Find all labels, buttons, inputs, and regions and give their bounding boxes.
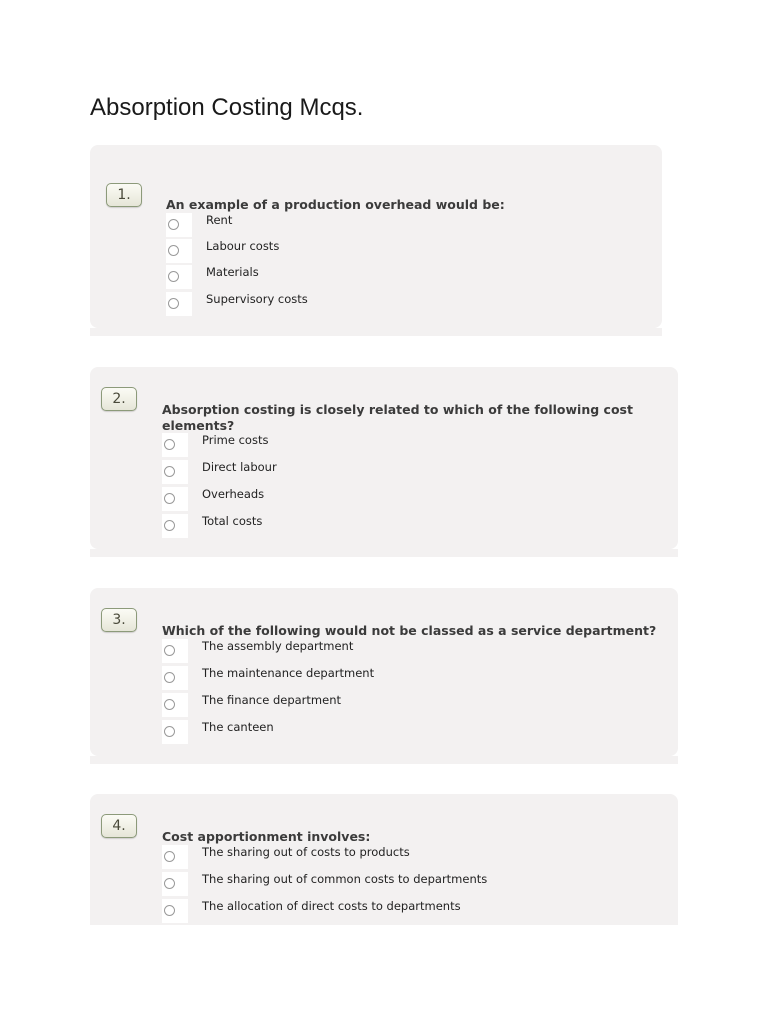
radio-box	[162, 720, 188, 744]
answer-option[interactable]	[162, 639, 462, 663]
answer-label: The sharing out of common costs to departments	[202, 872, 488, 886]
page-title: Absorption Costing Mcqs.	[90, 94, 364, 121]
card-divider	[90, 328, 662, 336]
radio-box	[162, 514, 188, 538]
answer-label: The assembly department	[202, 639, 354, 653]
answer-option[interactable]	[162, 845, 522, 869]
radio-button[interactable]	[164, 905, 175, 916]
question-text: An example of a production overhead would be:	[166, 197, 505, 212]
answer-option[interactable]	[166, 213, 466, 237]
radio-box	[162, 460, 188, 484]
radio-button[interactable]	[168, 298, 179, 309]
card-divider	[90, 756, 678, 764]
radio-box	[166, 265, 192, 289]
card-divider	[90, 549, 678, 557]
radio-button[interactable]	[164, 439, 175, 450]
answer-label: Supervisory costs	[206, 292, 308, 306]
answer-label: Total costs	[202, 514, 263, 528]
radio-box	[162, 872, 188, 896]
radio-button[interactable]	[168, 245, 179, 256]
question-text: Absorption costing is closely related to which of the following cost elements?	[162, 402, 633, 433]
answer-option[interactable]	[162, 720, 462, 744]
radio-button[interactable]	[168, 219, 179, 230]
radio-box	[162, 693, 188, 717]
radio-box	[166, 213, 192, 237]
answer-label: Rent	[206, 213, 233, 227]
question-number-badge: 1.	[106, 183, 142, 207]
radio-button[interactable]	[164, 466, 175, 477]
answer-option[interactable]	[166, 265, 466, 289]
radio-button[interactable]	[164, 878, 175, 889]
radio-box	[166, 292, 192, 316]
question-number-badge: 2.	[101, 387, 137, 411]
answer-label: Direct labour	[202, 460, 277, 474]
question-text: Which of the following would not be classed as a service department?	[162, 623, 657, 638]
question-text: Cost apportionment involves:	[162, 829, 371, 844]
answer-label: Labour costs	[206, 239, 280, 253]
radio-box	[166, 239, 192, 263]
answer-option[interactable]	[162, 693, 462, 717]
answer-label: The finance department	[202, 693, 341, 707]
answer-label: The maintenance department	[202, 666, 375, 680]
radio-button[interactable]	[164, 493, 175, 504]
answer-label: Prime costs	[202, 433, 269, 447]
answer-option[interactable]	[162, 433, 462, 457]
answer-label: The canteen	[202, 720, 274, 734]
answer-option[interactable]	[162, 514, 462, 538]
radio-box	[162, 433, 188, 457]
answer-option[interactable]	[162, 872, 522, 896]
radio-button[interactable]	[164, 851, 175, 862]
radio-box	[162, 639, 188, 663]
answer-option[interactable]	[162, 460, 462, 484]
radio-button[interactable]	[164, 645, 175, 656]
answer-label: Materials	[206, 265, 259, 279]
radio-box	[162, 845, 188, 869]
radio-button[interactable]	[164, 672, 175, 683]
answer-label: Overheads	[202, 487, 265, 501]
answer-option[interactable]	[166, 239, 466, 263]
radio-button[interactable]	[168, 271, 179, 282]
radio-box	[162, 487, 188, 511]
answer-option[interactable]	[162, 899, 522, 923]
radio-button[interactable]	[164, 520, 175, 531]
answer-label: The allocation of direct costs to departments	[202, 899, 461, 913]
radio-button[interactable]	[164, 726, 175, 737]
answer-option[interactable]	[162, 666, 462, 690]
radio-button[interactable]	[164, 699, 175, 710]
answer-label: The sharing out of costs to products	[202, 845, 410, 859]
radio-box	[162, 666, 188, 690]
question-number-badge: 4.	[101, 814, 137, 838]
question-number-badge: 3.	[101, 608, 137, 632]
radio-box	[162, 899, 188, 923]
answer-option[interactable]	[162, 487, 462, 511]
answer-option[interactable]	[166, 292, 466, 316]
